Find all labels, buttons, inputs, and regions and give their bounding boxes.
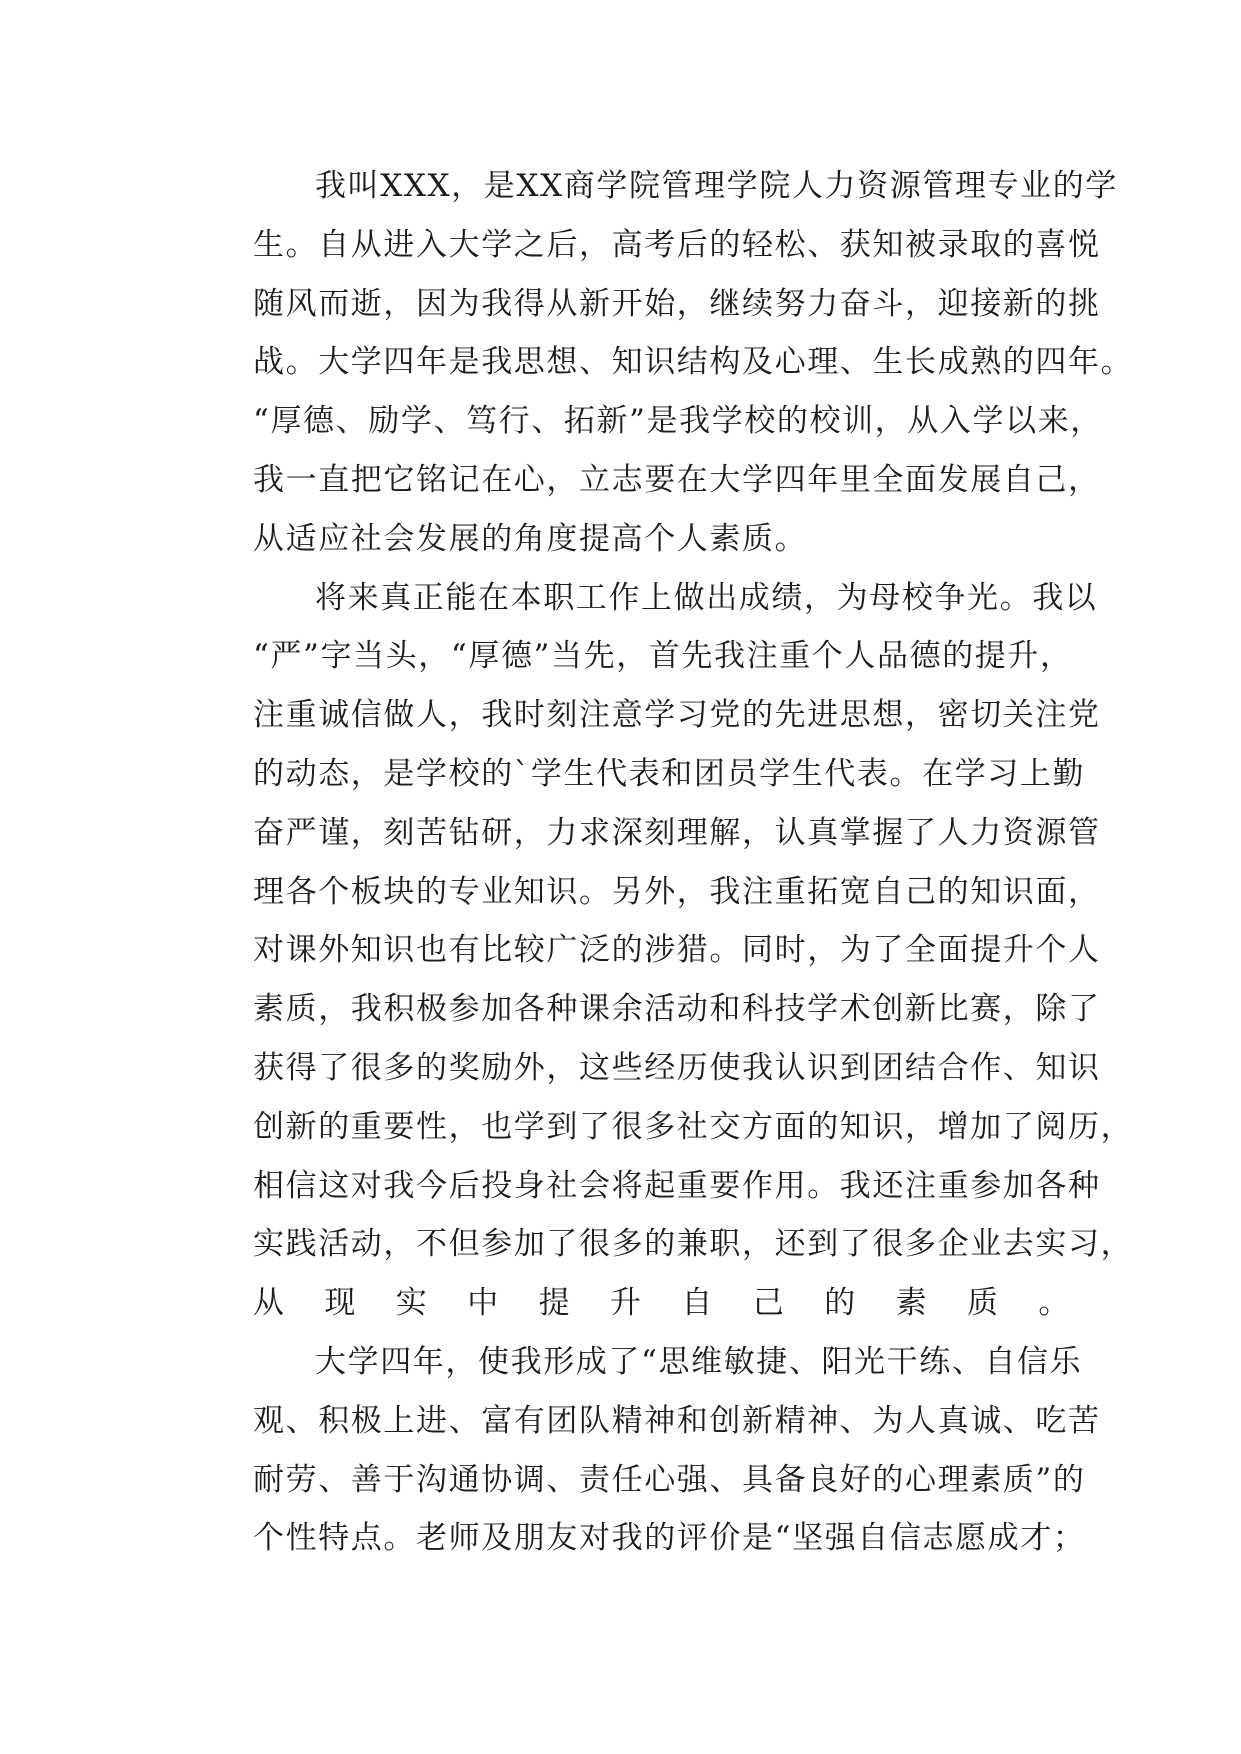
text-line: 随风而逝，因为我得从新开始，继续努力奋斗，迎接新的挑: [253, 285, 1101, 322]
text-line: 的动态，是学校的`学生代表和团员学生代表。在学习上勤: [253, 755, 1086, 792]
text-line: 相信这对我今后投身社会将起重要作用。我还注重参加各种: [253, 1167, 1101, 1204]
text-line: 注重诚信做人，我时刻注意学习党的先进思想，密切关注党: [253, 697, 1101, 734]
paragraph-1: [191, 157, 1134, 569]
text-line: 战。大学四年是我思想、知识结构及心理、生长成熟的四年。: [253, 344, 1134, 381]
text-line: “厚德、励学、笃行、拓新”是我学校的校训，从入学以来，: [253, 403, 1103, 440]
paragraph-3: [191, 1333, 1101, 1568]
text-line: 从适应社会发展的角度提高个人素质。: [253, 520, 808, 557]
text-line: 将来真正能在本职工作上做出成绩，为母校争光。我以: [315, 579, 1098, 616]
text-line: 理各个板块的专业知识。另外，我注重拓宽自己的知识面，: [253, 873, 1101, 910]
text-line: 耐劳、善于沟通协调、责任心强、具备良好的心理素质”的: [253, 1461, 1086, 1498]
text-line: 观、积极上进、富有团队精神和创新精神、为人真诚、吃苦: [253, 1402, 1101, 1439]
paragraph-2: [191, 569, 1134, 1333]
text-line: 获得了很多的奖励外，这些经历使我认识到团结合作、知识: [253, 1049, 1101, 1086]
text-line: 大学四年，使我形成了“思维敏捷、阳光干练、自信乐: [315, 1343, 1083, 1380]
text-line: “严”字当头，“厚德”当先，首先我注重个人品德的提升，: [253, 638, 1073, 675]
text-line: 素质，我积极参加各种课余活动和科技学术创新比赛，除了: [253, 991, 1101, 1028]
text-line: 实践活动，不但参加了很多的兼职，还到了很多企业去实习，: [253, 1226, 1134, 1263]
text-line: 创新的重要性，也学到了很多社交方面的知识，增加了阅历，: [253, 1108, 1134, 1145]
text-line: 从现实中提升自己的素质。: [253, 1285, 1071, 1322]
text-line: 我叫XXX，是XX商学院管理学院人力资源管理专业的学: [315, 168, 1118, 204]
text-line: 奋严谨，刻苦钻研，力求深刻理解，认真掌握了人力资源管: [253, 814, 1101, 851]
text-line: 个性特点。老师及朋友对我的评价是“坚强自信志愿成才；: [253, 1520, 1086, 1557]
text-line: 对课外知识也有比较广泛的涉猎。同时，为了全面提升个人: [253, 932, 1101, 969]
text-line: 生。自从进入大学之后，高考后的轻松、获知被录取的喜悦: [253, 226, 1101, 263]
text-line: 我一直把它铭记在心，立志要在大学四年里全面发展自己，: [253, 461, 1101, 498]
document-body: [191, 157, 1134, 1568]
